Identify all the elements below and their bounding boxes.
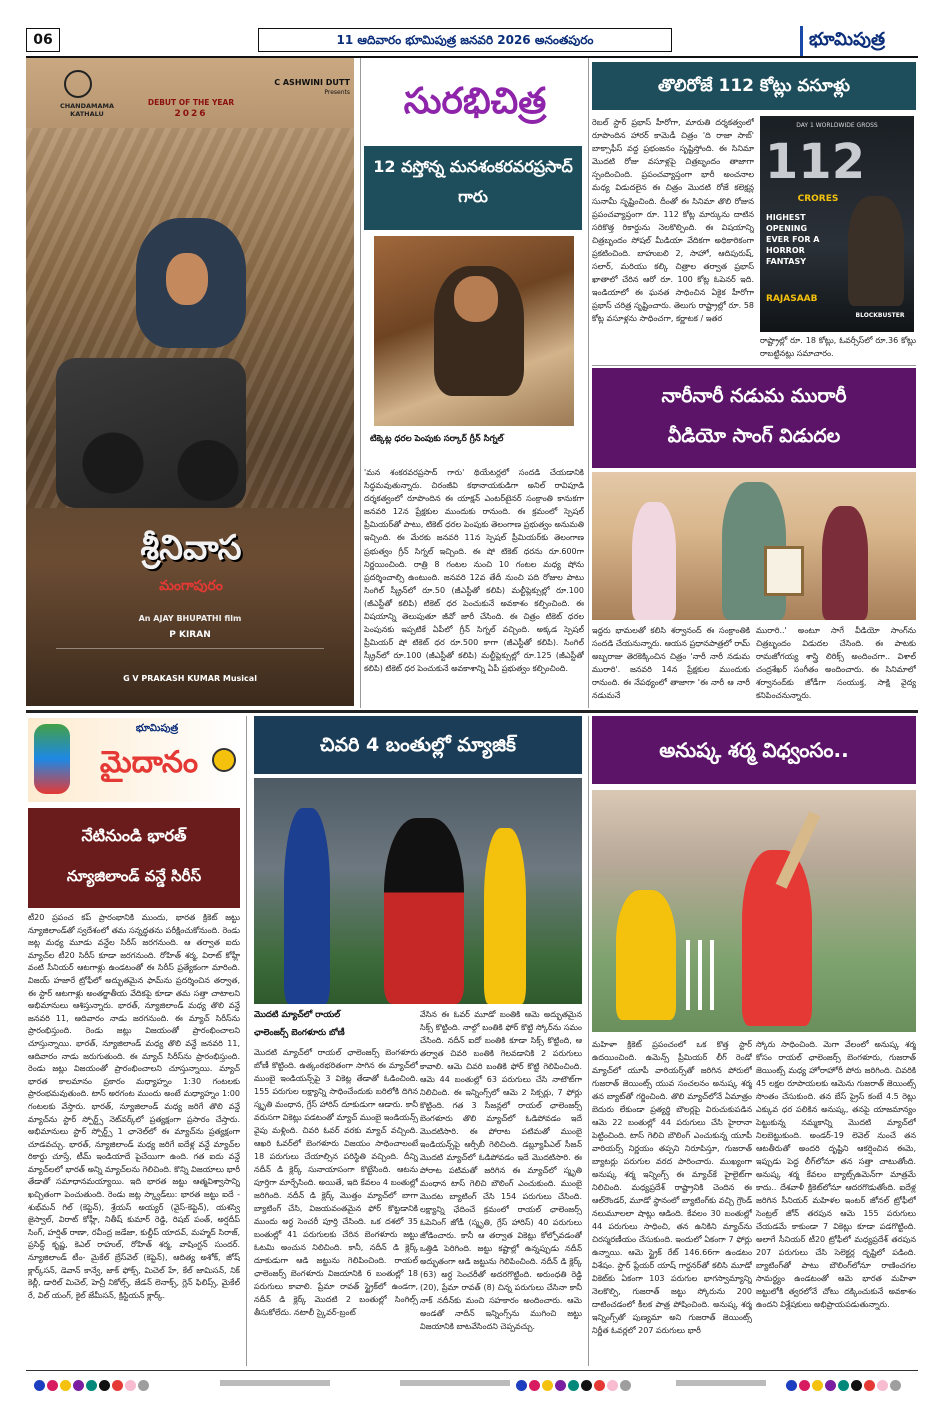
actress-right (822, 506, 868, 620)
rajasaab-poster-top: DAY 1 WORLDWIDE GROSS (796, 122, 878, 129)
register-dot (786, 1380, 797, 1391)
surabhi-headline (364, 146, 582, 230)
register-dot (99, 1380, 110, 1391)
magic-headline-text: చివరి 4 బంతుల్లో మ్యాజిక్ (320, 734, 516, 756)
anushka-headline (592, 716, 916, 784)
surabhi-headline-text: 12 వస్తోన్న మనశంకరవరప్రసాద్ గారు (373, 157, 573, 206)
register-dot (851, 1380, 862, 1391)
srinivasa-mangapuram-poster (26, 58, 354, 706)
register-dot (60, 1380, 71, 1391)
magic-headline (254, 716, 582, 774)
rajasaab-poster-number: 112 (764, 134, 866, 190)
surabhi-photo-caption: టిక్కెట్ల ధరల పెంపుకు సర్కార్ గ్రీన్ సిగ్నల్ (370, 434, 504, 444)
rcb-players-hug (384, 818, 464, 1004)
anushka-batting-photo (592, 790, 916, 1032)
murari-still-photo (592, 472, 916, 620)
magic-body-right: వేసిన ఈ ఓవర్ మూడో బంతికి ఆమె అద్భుతమైన సిక్స్ కొట్టింది. నాల్గో బంతికి ఫోర్ కొట్టి స్కోర్‌ను సమం చేసింది. నదీన్ ఐదో బంతికి కూడా సిక్స్ కొట్టింది, ఆ తర్వాత చివరి బంతికి గెలవడానికి 2 పరుగులు కావాలి. ఆమె చివరి బంతికి ఫోర్ కొట్టి గెలిపించింది. ఆమె 44 బంతుల్లో 63 పరుగులు చేసి నాటౌట్‌గా నిలిచింది. ఈ ఇన్నింగ్స్‌లో ఆమె 2 సిక్సర్లు, 7 ఫోర్లు కొట్టింది. గత 3 సీజన్లలో రాయల్ ఛాలెంజర్స్ బెంగళూరు తొలి మ్యాచ్‌లో ఓడిపోవడం ఇదే మొదటిసారి. ఈ పోరాట పటిమతో ముంబై ఇండియన్స్‌పై ఆర్సీబీ గెలిచింది. డబ్ల్యూపీఎల్ సీజన్ మొదటి మ్యాచ్‌లో ఓడిపోవడం ఇదే మొదటిసారి. ఈ పోరాట పటిమతో జరిగిన ఈ మ్యాచ్‌లో స్మృతి మంధాన టాస్ గెలిచి బౌలింగ్ ఎంచుకుంది. ముంబై మొదట బ్యాటింగ్ చేసి 154 పరుగులు చేసింది. లక్ష్యాన్ని ఛేదించే క్రమంలో రాయల్ ఛాలెంజర్స్ ఓపెనింగ్ జోడీ (స్మృతి, గ్రేస్ హారిస్) 40 పరుగులు జోడించారు. కానీ ఆ తర్వాత వికెట్లు కోల్పోవడంతో ఒత్తిడి పెరిగింది. జట్టు కష్టాల్లో ఉన్నప్పుడు నదీన్ అద్భుతంగా ఆడి జట్టును గెలిపించింది. నదీన్ డి క్లెర్క్ (63) అర్ధ సెంచరీతో అదరగొట్టింది. అరుంధతి రెడ్డి (20), ప్రేమా రావత్ (8) చిన్న పరుగులు చేసినా కానీ నాక్ నదీన్‌కు మంచి సహకారం అందించారు. ఆమె అండతో నాదీన్ ఇన్నింగ్స్‌ను ముగించి జట్టు విజయానికి బాటవేసిందని చెప్పవచ్చు. (420, 1010, 582, 1331)
surabhi-body: 'మన శంకరవరప్రసాద్ గారు' థియేటర్లలో సందడి చేయడానికి సిద్ధమవుతున్నారు. చిరంజీవి కథానాయకుడిగా అనిల్ రావిపూడి దర్శకత్వంలో రూపొందిన ఈ యాక్షన్ ఎంటర్‌టైనర్ సంక్రాంతి కానుకగా జనవరి 12న ప్రేక్షకుల ముందుకు రానుంది. ఈ క్రమంలో స్పెషల్ ప్రీమియర్‌తో పాటు, టికెట్ ధరల పెంపుకు తెలంగాణ ప్రభుత్వం అనుమతి ఇచ్చింది. ఈ మేరకు జనవరి 11న స్పెషల్ ప్రీమియర్‌కు తెలంగాణ ప్రభుత్వం గ్రీన్ సిగ్నల్ ఇచ్చింది. ఈ షో టికెట్ ధరను రూ.600గా నిర్ణయించింది. రాత్రి 8 గంటల నుంచి 10 గంటల మధ్య షోను ప్రదర్శించాల్సి ఉంటుంది. జనవరి 12వ తేదీ నుంచి పది రోజుల పాటు సింగిల్ స్క్రీన్‌లో రూ.50 (జీఎస్టీతో కలిపి) మల్టీప్లెక్సుల్లో రూ.100 (జీఎస్టీతో కలిపి) టికెట్ ధర పెంచుకునే అవకాశం కల్పించింది. ఈ విషయాన్ని తెలుపుతూ జీవో జారీ చేసింది. ఈ చిత్రం టికెట్ ధరల పెంపునకు ఇప్పటికే ఏపీలో గ్రీన్ సిగ్నల్ వచ్చింది. అక్కడ స్పెషల్ ప్రీమియర్ షో టికెట్ ధర రూ.500 కాగా (జీఎస్టీతో కలిపి). సింగిల్ స్క్రీన్‌లో రూ.100 (జీఎస్టీతో కలిపి) మల్టీప్లెక్సుల్లో రూ.125 (జీఎస్టీతో కలిపి) టికెట్ ధర పెంచుకునే అవకాశాన్ని ఏపీ ప్రభుత్వం కల్పించింది. (364, 468, 584, 674)
register-dot (825, 1380, 836, 1391)
studio-logo-icon (64, 70, 92, 98)
register-dot (112, 1380, 123, 1391)
register-dot (799, 1380, 810, 1391)
rajasaab-poster (760, 116, 914, 332)
register-dot (838, 1380, 849, 1391)
register-dot (607, 1380, 618, 1391)
murari-headline (592, 368, 916, 468)
surabhi-section-title: సురభిచిత్ర (403, 81, 547, 122)
poster-actor: P KIRAN (169, 630, 211, 640)
magic-caption-1: మొదటి మ్యాచ్‌లో రాయల్ (254, 1010, 341, 1020)
register-dot (86, 1380, 97, 1391)
rajasaab-headline (592, 62, 916, 110)
poster-producer-sub: Presents (324, 89, 350, 96)
anushka-headline-text: అనుష్క శర్మ విధ్వంసం.. (659, 738, 849, 762)
register-dot (73, 1380, 84, 1391)
rajasaab-poster-title: RAJASAAB (766, 294, 818, 304)
poster-studio: CHANDAMAMA KATHALU (59, 102, 115, 118)
register-dot (138, 1380, 149, 1391)
maidanam-headline-2: న్యూజిలాండ్ వన్డే సిరీస్ (66, 867, 202, 885)
murari-headline-2: వీడియో సాంగ్ విడుదల (667, 425, 841, 447)
page-number: 06 (26, 28, 60, 52)
maidanam-headline (28, 808, 240, 908)
register-dot (620, 1380, 631, 1391)
maidanam-logo: మైదానం (99, 745, 199, 780)
certificate-frame (764, 546, 804, 596)
murari-body-left: ఇద్దరు భామలతో కలిసి శర్వానంద్ ఈ సంక్రాంతికి సందడి చేయనున్నారు. ఆయన ప్రధానపాత్రలో రామ్ అబ్బరాజు తెరకెక్కించిన చిత్రం 'నారీ నారీ నడుమ మురారి'. జనవరి 14న ప్రేక్షకుల ముందుకు రానుంది. ఈ నేపథ్యంలో తాజాగా 'ఈ నారీ ఆ నారీ నడుమనే (592, 626, 750, 701)
actress-left (632, 502, 676, 620)
section-divider (592, 365, 916, 366)
column-separator (246, 716, 247, 1366)
register-dot (555, 1380, 566, 1391)
register-dot (542, 1380, 553, 1391)
anushka-body-left: మహిళా క్రికెట్ ప్రపంచంలో ఒక కొత్త స్టార్ ఉదయించింది. ఉమెన్స్ ప్రీమియర్ లీగ్ రెండో మ్యాచ్‌లో యూపీ వారియర్స్‌తో జరిగిన పోరులో గుజరాత్ జెయింట్స్ యువ సంచలనం అనుష్క శర్మ తన బ్యాట్‌తో గర్జించింది. తొలి మ్యాచ్‌లోనే ఏమాత్రం బెదురు లేకుండా ప్రత్యర్థి బౌలర్లపై విరుచుకుపడిన ఆమె 22 బంతుల్లో 44 పరుగులు చేసి హైరానా పెట్టించింది. టాస్ గెలిచి బౌలింగ్ ఎంచుకున్న యూపీ వారియర్స్ నిర్ణయం తప్పని నిరూపిస్తూ, గుజరాత్ బ్యాటర్లు పరుగుల వరద పారించారు. ముఖ్యంగా అనుష్క శర్మ ఇన్నింగ్స్ ఈ మ్యాచ్‌కే హైలైట్‌గా నిలిచింది. మధ్యప్రదేశ్ రాష్ట్రానికి చెందిన ఈ ఆల్‌రౌండర్, మూడో స్థానంలో బ్యాటింగ్‌కు వచ్చి గ్రౌండ్ నలుమూలలా షాట్లు ఆడింది. కేవలం 30 బంతుల్లో 44 పరుగులు సాధించి, తన ఉనికిని మ్యాచ్‌ను చిరస్మరణీయం చేసుకుంది. ఇందులో ఏకంగా 7 ఫోర్లు ఉన్నాయి. ఆమె స్ట్రైక్ రేట్ 146.66గా ఉండటం విశేషం. స్టార్ ప్లేయర్ యాష్ గార్డనర్‌తో కలిసి మూడో వికెట్‌కు ఏకంగా 103 పరుగుల భాగస్వామ్యాన్ని నెలకొల్పి, గుజరాత్ జట్టు స్కోరును 200 దాటించడంలో కీలక పాత్ర పోషించింది. అనుష్క శర్మ ఇన్నింగ్స్‌తో పుణ్యమా అని గుజరాత్ జెయింట్స్ నిర్ణీత ఓవర్లలో 207 పరుగులు భారీ (592, 1040, 752, 1335)
poster-year: 2026 (174, 109, 208, 119)
poster-title-sub: మంగాపురం (159, 578, 223, 594)
color-register-right (786, 1376, 936, 1390)
murari-headline-1: నారీనారీ నడుమ మురారీ (661, 385, 847, 407)
poster-credits (56, 648, 324, 670)
magic-body-left: మొదటి మ్యాచ్‌లో రాయల్ ఛాలెంజర్స్ బెంగళూరు బోణీ కొట్టింది. ఉత్కంఠభరితంగా సాగిన ఈ మ్యాచ్‌లో ముంబై ఇండియన్స్‌పై 3 వికెట్ల తేడాతో ఓడించింది. 155 పరుగుల లక్ష్యాన్ని సాధించేందుకు బరిలోకి దిగిన స్మృతి మంధాన, గ్రేస్ హారిస్ దూకుడుగా ఆడారు. కానీ వరుసగా వికెట్లు పడటంతో మ్యాచ్ ముంబై ఇండియన్స్ వైపు మళ్లింది. చివరి ఓవర్ వరకు మ్యాచ్ వచ్చింది. ఆఖరి ఓవర్‌లో బెంగళూరు విజయం సాధించాలంటే 18 పరుగులు చేయాల్సిన పరిస్థితి వచ్చింది. దీన్ని నదీన్ డి క్లెర్క్ సునాయాసంగా కొట్టేసింది. ఆటను పూర్తిగా మార్చేసింది. అయితే, ఇది కేవలం 4 బంతుల్లో జరిగింది. నదీన్ డి క్లెర్క్ మొత్తం మ్యాచ్‌లో బాగా బ్యాటింగ్ చేసి, విజయవంతమైన ఫోర్ కొట్టడానికి ముందు అర్ధ సెంచరీ పూర్తి చేసింది. ఒక దశలో 35 బంతుల్లో 41 పరుగులకు చేరిన బెంగళూరు జట్టు ఓటమి అంచున నిలిచింది. కానీ, నదీన్ డి క్లెర్క్ దూకుడుగా ఆడి జట్టును గెలిపించింది. రాయల్ ఛాలెంజర్స్ బెంగళూరు విజయానికి 6 బంతుల్లో 18 పరుగులు కావాలి. ప్రేమా రావత్ స్ట్రైక్‌లో ఉండగా, నదీన్ డి క్లెర్క్ మొదటి 2 బంతుల్లో సింగిల్స్ తీసుకోలేదు. నటాలీ స్కైవర్-బ్రంట్ (254, 1048, 418, 1317)
color-register-left (34, 1376, 184, 1390)
register-bar-mid (400, 1380, 510, 1386)
register-bar-right (676, 1380, 766, 1386)
rajasaab-poster-tag: HIGHEST OPENING EVER FOR A HORROR FANTASY (766, 213, 820, 266)
maidanam-body: టీ20 ప్రపంచ కప్ ప్రారంభానికి ముందు, భారత క్రికెట్ జట్టు న్యూజిలాండ్‌తో స్వదేశంలో తమ సన్నద్ధతను పరీక్షించుకోనుంది. రెండు జట్ల మధ్య మూడు వన్డేల సిరీస్ జరగనుంది. ఆ తర్వాత ఐదు మ్యాచ్‌ల టీ20 సిరీస్ కూడా జరగనుంది. రోహిత్ శర్మ, విరాట్ కోహ్లీ వంటి సీనియర్ ఆటగాళ్లు ఉండటంతో ఈ సిరీస్ ప్రత్యేకంగా మారింది. విజయ్ హజారే ట్రోఫీలో అద్భుతమైన ఫామ్‌ను ప్రదర్శించిన తర్వాత, ఈ స్టార్ ఆటగాళ్లు అంతర్జాతీయ వేదికపై కూడా తమ సత్తా చాటాలని అభిమానులు ఆశిస్తున్నారు. భారత్, న్యూజిలాండ్ మధ్య తొలి వన్డే జనవరి 11, ఆదివారం నాడు జరగనుంది. ఈ మ్యాచ్ సిరీస్‌ను ప్రారంభిస్తుంది. రెండు జట్లు విజయంతో ప్రారంభించాలని చూస్తున్నాయి. భారత్, న్యూజిలాండ్ మధ్య తొలి వన్డే జనవరి 11, ఆదివారం నాడు జరుగుతుంది. ఈ మ్యాచ్ సిరీస్‌ను ప్రారంభిస్తుంది. రెండు జట్లు విజయంతో ప్రారంభించాలని చూస్తున్నాయి. మ్యాచ్ భారత కాలమానం ప్రకారం మధ్యాహ్నం 1:30 గంటలకు ప్రారంభమవుతుంది. టాస్ అరగంట ముందు అంటే మధ్యాహ్నం 1:00 గంటలకు వేస్తారు. భారత్, న్యూజిలాండ్ మధ్య జరిగే తొలి వన్డే మ్యాచ్‌ను స్టార్ స్పోర్ట్స్ నెట్‌వర్క్‌లో ప్రత్యక్షంగా ప్రసారం చేస్తారు. అభిమానులు స్టార్ స్పోర్ట్స్ 1 ఛానెల్‌లో ఈ మ్యాచ్‌ను ప్రత్యక్షంగా చూడవచ్చు. భారత్, న్యూజిలాండ్ మధ్య జరిగే ఐదేళ్ల వన్డే మ్యాచ్‌ల రికార్డు చూస్తే, టీమ్ ఇండియాదే పైచేయిగా ఉంది. గత ఐదు వన్డే మ్యాచ్‌లలో భారత్ అన్ని మ్యాచ్‌లను గెలిచింది. కొన్ని విజయాలు భారీ తేడాతో సమాధానమయ్యాయి. ఇది భారత జట్టు ఆత్మవిశ్వాసాన్ని ఖచ్చితంగా పెంచుతుంది. రెండు జట్ల స్క్వాడ్‌లు: భారత జట్టు ఐదే - శుభ్‌మన్ గిల్ (కెప్టెన్), శ్రేయస్ అయ్యర్ (వైస్-కెప్టెన్), యశస్వి జైస్వాల్, విరాట్ కోహ్లీ, నితీష్ కుమార్ రెడ్డి, రిషబ్ పంత్, అర్షదీప్ సింగ్, హర్షిత్ రాణా, రవీంద్ర జడేజా, కుల్దీప్ యాదవ్, మహ్మద్ సిరాజ్, ప్రసిద్ధ్ కృష్ణ, కెఎల్ రాహుల్, రోహిత్ శర్మ, వాషింగ్టన్ సుందర్. న్యూజిలాండ్ టీం- మైకేల్ బ్రేస్‌వెల్ (కెప్టెన్), ఆదిత్య అశోక్, జోష్ క్లార్క్‌సన్, డెవాన్ కాన్వే, జాక్ ఫోక్స్, మిచెల్ హే, కేల్ జామిసన్, నిక్ కెల్లీ, డారిల్ మిచెల్, హెన్రీ నికోల్స్, జేడన్ లెనాక్స్, గ్లెన్ ఫిలిప్స్, మైకేల్ రే, విల్ యంగ్, కైల్ జేమీసన్, క్రిస్టియన్ క్లార్క్. (28, 913, 240, 1300)
hero-face (166, 253, 208, 305)
murari-body-right: మురారి..' అంటూ సాగే వీడియో సాంగ్‌ను చిత్రబృందం విడుదల చేసింది. ఈ పాటకు రామజోగయ్య శాస్త్రి లిరిక్స్ అందించగా.. విశాల్ చంద్రశేఖర్ సంగీతం అందించారు. ఈ సినిమాలో శర్వానంద్‌కు జోడీగా సంయుక్త, సాక్షి వైద్య కనిపించనున్నారు. (756, 626, 916, 701)
poster-title: శ్రీనివాస (140, 528, 242, 568)
anushka-body-right: స్కోరు సాధించింది. మెగా వేలంలో అనుష్క శర్మ కోసం రాయల్ ఛాలెంజర్స్ బెంగళూరు, గుజరాత్ జెయింట్స్ మధ్య హోరాహోరీ పోరు జరిగింది. చివరికి 45 లక్షల రూపాయలకు ఆమెను గుజరాత్ జెయింట్స్ సొంతం చేసుకుంది. తన బేస్ ప్రైస్ కంటే 4.5 రెట్లు ఎక్కువ ధర పలికిన అనుష్క, తనపై యాజమాన్యం పెట్టుకున్న నమ్మకాన్ని మొదటి మ్యాచ్‌లో నిలబెట్టుకుంది. అండర్-19 లెవెల్ నుంచే తన ఆటతీరుతో అందరి దృష్టిని ఆకర్షించిన ఈమె, ఇప్పుడు పెద్ద లీగ్‌లోనూ తన సత్తా చాటుతోంది. అనుష్క శర్మ కేవలం బ్యాట్స్‌ఉమెన్‌గా మాత్రమే కాదు.. దేశవాళీ క్రికెట్‌లోనూ ఆదరగొడుతోంది. ఐదేళ్ల జరిగిన సీనియర్ మహిళల ఇంటర్ జోనల్ ట్రోఫీలో సెంట్రల్ జోన్ తరపున ఆమె 155 పరుగులు చేయడమే కాకుండా 7 వికెట్లు కూడా పడగొట్టింది. అలాగే సీనియర్ టీ20 ట్రోఫీలో మధ్యప్రదేశ్ తరపున 207 పరుగులు చేసి సెలెక్టర్ల దృష్టిలో పడింది. బ్యాటింగ్‌తో పాటు బౌలింగ్‌లోనూ రాణించగల సామర్థ్యం ఉండటంతో ఆమె భారత మహిళా జట్టులోకి త్వరలోనే చోటు దక్కించుకునే అవకాశం ఉందని విశ్లేషకులు అభిప్రాయపడుతున్నారు. (756, 1040, 916, 1309)
umpire-figure (484, 828, 526, 1004)
mi-player-figure (284, 808, 330, 1004)
register-dot (864, 1380, 875, 1391)
register-dot (125, 1380, 136, 1391)
prabhas-figure (848, 196, 904, 306)
batter-figure (742, 850, 812, 1026)
stumps (686, 940, 716, 1010)
register-dot (890, 1380, 901, 1391)
page-section-divider (26, 710, 918, 713)
poster-director: An AJAY BHUPATHI film (138, 614, 242, 623)
color-register-mid (516, 1376, 666, 1390)
register-dot (34, 1380, 45, 1391)
newspaper-logo: భూమిపుత్ర (800, 26, 918, 56)
register-dot (516, 1380, 527, 1391)
footer-divider (26, 1370, 918, 1371)
maidanam-section-logo (28, 718, 240, 802)
magic-caption-2: ఛాలెంజర్స్ బెంగళూరు బోణీ (254, 1028, 345, 1038)
poster-producer: C ASHWINI DUTT (274, 78, 350, 87)
poster-debut: DEBUT OF THE YEAR (147, 98, 235, 107)
register-dot (594, 1380, 605, 1391)
football-icon (212, 748, 236, 772)
rajasaab-headline-text: తొలిరోజే 112 కోట్లు వసూళ్లు (658, 76, 850, 96)
register-dot (47, 1380, 58, 1391)
chiranjeevi-photo (374, 236, 574, 426)
maidanam-logo-top: భూమిపుత్ర (135, 723, 179, 734)
column-separator (360, 58, 361, 708)
register-dot (877, 1380, 888, 1391)
wicketkeeper-figure (616, 890, 676, 1020)
column-separator (588, 716, 589, 1366)
maidanam-headline-1: నేటినుండి భారత్ (81, 826, 187, 845)
register-bar-left (220, 1380, 330, 1386)
register-dot (529, 1380, 540, 1391)
cricket-player-icon (34, 724, 70, 794)
register-dot (812, 1380, 823, 1391)
rajasaab-poster-unit: CRORES (797, 194, 839, 204)
dateline: 11 ఆదివారం భూమిపుత్ర జనవరి 2026 అనంతపురం (258, 28, 672, 52)
actor-face (454, 276, 498, 322)
column-separator (588, 58, 589, 708)
register-dot (568, 1380, 579, 1391)
poster-music: G V PRAKASH KUMAR Musical (123, 674, 257, 683)
rajasaab-body-tail: రాష్ట్రాల్లో రూ. 18 కోట్లు, ఓవర్సీస్‌లో రూ.36 కోట్లు రాబట్టినట్లు సమాచారం. (760, 336, 916, 359)
motorbike (56, 358, 246, 508)
rcb-celebration-photo (254, 778, 582, 1004)
register-dot (581, 1380, 592, 1391)
rajasaab-poster-badge: BLOCKBUSTER (855, 312, 905, 319)
rajasaab-body: రెబల్ స్టార్ ప్రభాస్ హీరోగా, మారుతి దర్శకత్వంలో రూపొందిన హారర్ కామెడీ చిత్రం 'ది రాజా సాబ్' బాక్సాఫీస్ వద్ద ప్రభంజనం సృష్టిస్తోంది. ఈ సినిమా మొదటి రోజు వసూళ్లపై చిత్రబృందం తాజాగా స్పందించింది. ప్రపంచవ్యాప్తంగా భారీ అంచనాల మధ్య విడుదలైన ఈ చిత్రం మొదటి రోజే కలెక్షన్ల సునామీ సృష్టించింది. దీంతో ఈ సినిమా తొలి రోజున ప్రపంచవ్యాప్తంగా రూ. 112 కోట్ల మార్కును దాటిన సరికొత్త రికార్డును నెలకొల్పింది. ఈ విషయాన్ని చిత్రబృందం సోషల్ మీడియా వేదికగా అధికారికంగా ప్రకటించింది. బాహుబలి 2, సాహో, ఆదిపురుష్, సలార్, మరియు కల్కి చిత్రాల తర్వాత ప్రభాస్ ఖాతాలో చేరిన ఆరో రూ. 100 కోట్ల ఓపెనర్ ఇది. ఇండియాలో ఈ ఘనత సాధించిన ఏకైక హీరోగా ప్రభాస్ చరిత్ర సృష్టించారు. తెలుగు రాష్ట్రాల్లో రూ. 58 కోట్ల వసూళ్లను సాధించగా, కర్ణాటక / ఇతర (592, 118, 754, 324)
